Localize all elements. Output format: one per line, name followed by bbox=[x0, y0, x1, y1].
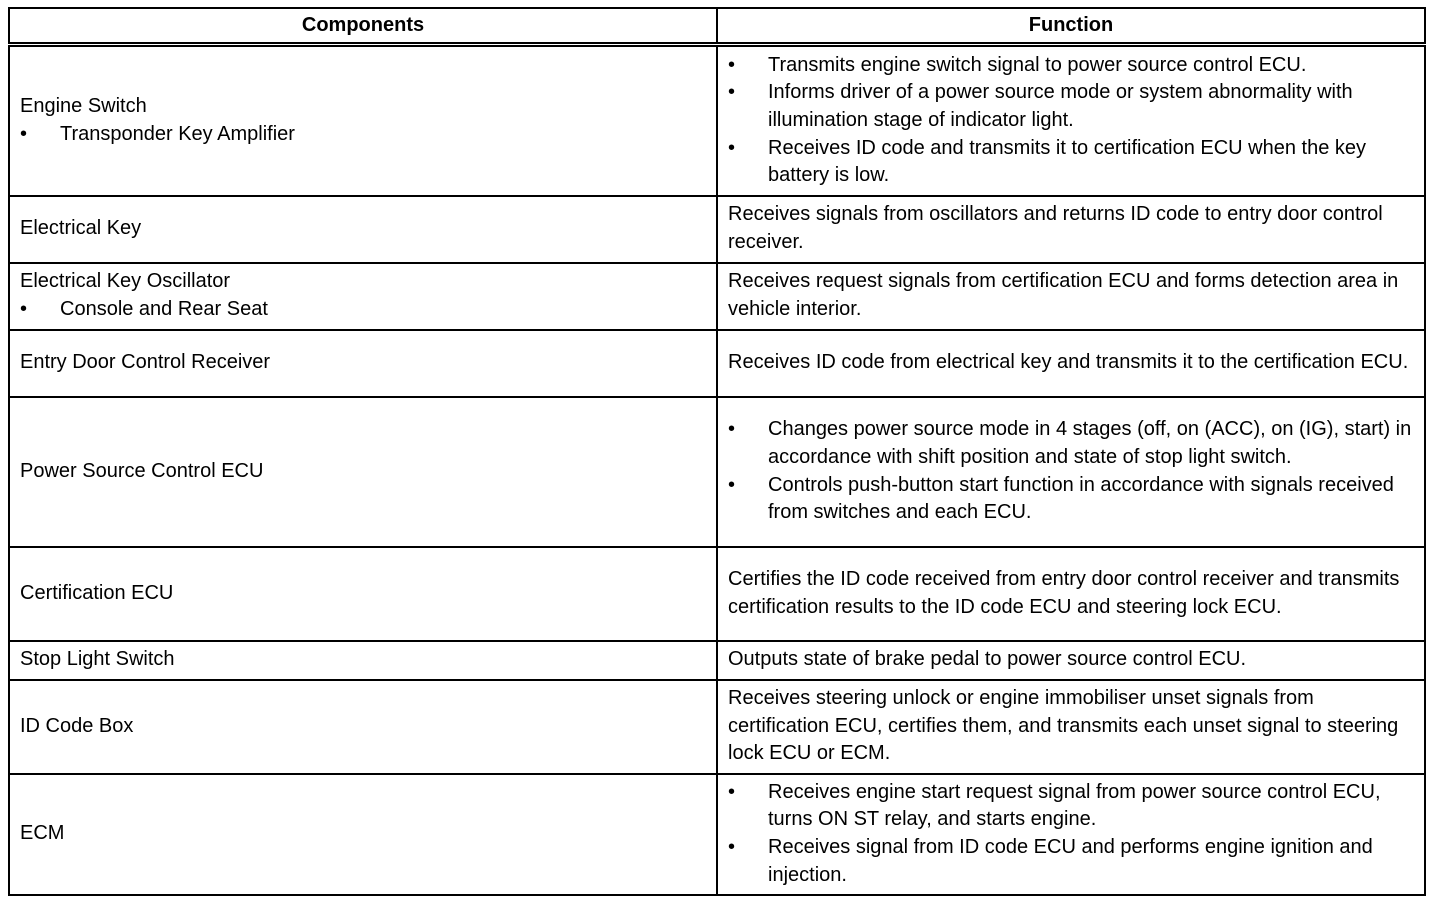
component-name: ID Code Box bbox=[20, 714, 134, 737]
function-cell bbox=[717, 680, 1425, 774]
function-bullet: • Receives ID code and transmits it to certification ECU when the key battery is low. bbox=[728, 135, 1414, 190]
component-cell bbox=[9, 263, 717, 330]
table-row bbox=[9, 397, 1425, 547]
component-cell bbox=[9, 45, 717, 196]
function-cell bbox=[717, 263, 1425, 330]
function-bullets bbox=[728, 52, 1414, 190]
component-bullet: • Console and Rear Seat bbox=[20, 296, 706, 324]
function-cell bbox=[717, 45, 1425, 196]
table-row bbox=[9, 774, 1425, 895]
function-cell bbox=[717, 196, 1425, 263]
function-cell bbox=[717, 397, 1425, 547]
component-name: Electrical Key bbox=[20, 217, 142, 240]
function-bullet: • Receives engine start request signal from power source control ECU, turns ON ST relay, and starts engine. bbox=[728, 779, 1414, 834]
function-bullets bbox=[728, 779, 1414, 889]
component-cell bbox=[9, 397, 717, 547]
function-bullet: • Controls push-button start function in accordance with signals received from switches and each ECU. bbox=[728, 472, 1414, 527]
table-row bbox=[9, 330, 1425, 397]
function-text: Receives steering unlock or engine immobiliser unset signals from certification ECU, certifies them, and transmits each unset signal to steering lock ECU or ECM. bbox=[728, 687, 1399, 765]
component-name: Certification ECU bbox=[20, 581, 174, 604]
header-row bbox=[9, 8, 1425, 45]
component-cell bbox=[9, 547, 717, 641]
function-bullet: • Changes power source mode in 4 stages (off, on (ACC), on (IG), start) in accordance with shift position and state of stop light switch. bbox=[728, 416, 1414, 471]
header-components: Components bbox=[9, 8, 717, 45]
table-row bbox=[9, 196, 1425, 263]
component-bullet: • Transponder Key Amplifier bbox=[20, 121, 706, 149]
component-cell bbox=[9, 680, 717, 774]
function-text: Outputs state of brake pedal to power source control ECU. bbox=[728, 648, 1247, 671]
component-cell bbox=[9, 774, 717, 895]
component-name: Electrical Key Oscillator bbox=[20, 270, 231, 293]
function-cell bbox=[717, 330, 1425, 397]
function-text: Receives signals from oscillators and returns ID code to entry door control receiver. bbox=[728, 203, 1383, 253]
function-text: Receives ID code from electrical key and transmits it to the certification ECU. bbox=[728, 351, 1409, 374]
function-bullet: • Informs driver of a power source mode or system abnormality with illumination stage of indicator light. bbox=[728, 79, 1414, 134]
component-cell bbox=[9, 330, 717, 397]
component-bullets bbox=[20, 296, 706, 324]
component-name: Engine Switch bbox=[20, 95, 147, 118]
function-cell bbox=[717, 774, 1425, 895]
function-cell bbox=[717, 547, 1425, 641]
component-cell bbox=[9, 641, 717, 680]
header-function: Function bbox=[717, 8, 1425, 45]
function-cell bbox=[717, 641, 1425, 680]
component-name: Power Source Control ECU bbox=[20, 459, 264, 482]
component-cell bbox=[9, 196, 717, 263]
function-text: Receives request signals from certification ECU and forms detection area in vehicle interior. bbox=[728, 270, 1399, 320]
component-bullets bbox=[20, 121, 706, 149]
component-name: ECM bbox=[20, 822, 65, 845]
table-row bbox=[9, 680, 1425, 774]
function-bullets bbox=[728, 416, 1414, 526]
function-bullet: • Receives signal from ID code ECU and performs engine ignition and injection. bbox=[728, 834, 1414, 889]
function-bullet: • Transmits engine switch signal to power source control ECU. bbox=[728, 52, 1414, 80]
components-function-table bbox=[8, 7, 1426, 896]
table-row bbox=[9, 263, 1425, 330]
table-row bbox=[9, 45, 1425, 196]
component-name: Entry Door Control Receiver bbox=[20, 351, 271, 374]
table-row bbox=[9, 641, 1425, 680]
function-text: Certifies the ID code received from entry door control receiver and transmits certification results to the ID code ECU and steering lock ECU. bbox=[728, 567, 1400, 618]
component-name: Stop Light Switch bbox=[20, 648, 175, 671]
table-row bbox=[9, 547, 1425, 641]
